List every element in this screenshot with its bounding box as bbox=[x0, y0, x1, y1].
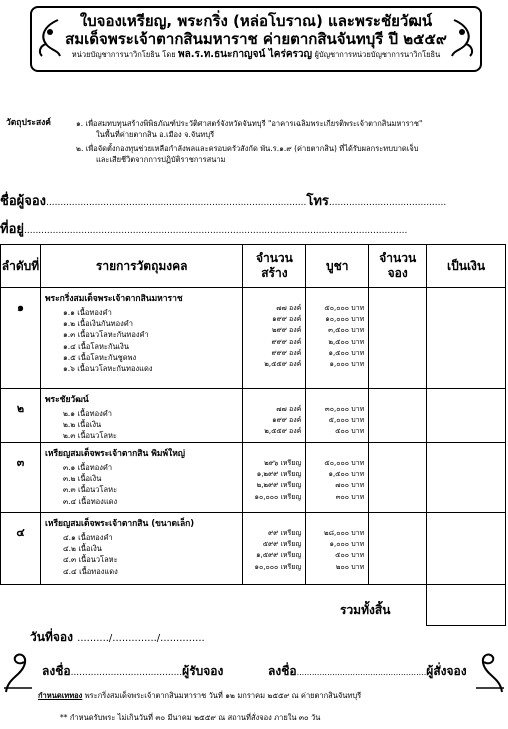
qty-value: ๑,๕๙๙ เหรียญ bbox=[256, 551, 302, 560]
title-line-1: ใบจองเหรียญ, พระกริ่ง (หล่อโบราณ) และพระชัยวัฒน์ bbox=[79, 12, 433, 30]
list-item: ๒.๒ เนื้อเงิน bbox=[62, 420, 102, 430]
money-cell[interactable] bbox=[427, 288, 506, 389]
list-item: ๑.๕ เนื้อโลหะกันชูดพง bbox=[62, 352, 137, 362]
qty-value: ๒,๕๕๙ องค์ bbox=[264, 360, 302, 369]
list-item: ๑.๑ เนื้อทองคำ bbox=[62, 308, 112, 317]
list-item: ๒.๓ เนื้อนวโลหะ bbox=[62, 431, 117, 441]
address-line bbox=[0, 218, 407, 239]
group-number: ๑ bbox=[1, 288, 41, 389]
qty-value: ๒๙๖ เหรียญ bbox=[264, 459, 302, 467]
list-item: ๔.๔ เนื้อทองแดง bbox=[62, 566, 118, 576]
qty-value: ๑๐,๐๐๐ เหรียญ bbox=[254, 492, 302, 501]
list-item: ๓.๒ เนื้อเงิน bbox=[62, 474, 102, 484]
price-value: ๕๐,๐๐๐ บาท bbox=[324, 304, 365, 312]
header-box bbox=[30, 6, 482, 72]
price-value: ๕๐๐ บาท bbox=[335, 427, 365, 436]
name-label: ชื่อผู้จอง bbox=[0, 194, 47, 209]
price-value: ๒๘,๐๐๐ บาท bbox=[323, 529, 365, 537]
receiver-label: ผู้รับจอง bbox=[182, 664, 224, 678]
group-items bbox=[40, 288, 243, 389]
address-label: ที่อยู่ bbox=[0, 222, 24, 237]
table-row bbox=[1, 443, 506, 513]
qty-value: ๗๗ องค์ bbox=[276, 405, 302, 413]
qty-value: ๒๙๙ องค์ bbox=[271, 326, 302, 335]
qty-value: ๙๙๙ องค์ bbox=[271, 337, 302, 346]
qty-value: ๗๗ องค์ bbox=[276, 304, 302, 312]
qty-value: ๕๙๙ เหรียญ bbox=[262, 540, 302, 549]
qty-value: ๑,๒๙๙ เหรียญ bbox=[256, 470, 302, 479]
title-line-2: สมเด็จพระเจ้าตากสินมหาราช ค่ายตากสินจันทบุรี ปี ๒๕๕๙ bbox=[65, 30, 447, 48]
address-field[interactable]: ...................................................................................................................................... bbox=[24, 226, 408, 236]
qty-value: ๙๙๙ องค์ bbox=[271, 348, 302, 357]
group-price bbox=[306, 288, 369, 389]
thai-ornament-icon bbox=[448, 18, 476, 58]
group-price bbox=[306, 443, 369, 513]
qty-value: ๑๙๙ องค์ bbox=[272, 416, 302, 425]
thai-ornament-icon bbox=[2, 648, 36, 694]
order-table bbox=[0, 244, 506, 626]
list-item: ๑.๓ เนื้อนวโลหะกันทองคำ bbox=[62, 330, 149, 340]
purpose-label: วัตถุประสงค์ bbox=[6, 118, 51, 128]
casting-note-text: พระกริ่งสมเด็จพระเจ้าตากสินมหาราช วันที่ ๑๒ มกราคม ๒๕๕๙ ณ ค่ายตากสินจันทบุรี bbox=[84, 691, 362, 700]
price-value: ๓๐,๐๐๐ บาท bbox=[324, 405, 365, 413]
price-value: ๑๐,๐๐๐ บาท bbox=[325, 315, 365, 324]
list-item: ๓.๔ เนื้อทองแดง bbox=[62, 496, 118, 506]
qty-value: ๑๐,๐๐๐ เหรียญ bbox=[254, 562, 302, 571]
phone-label: โทร bbox=[306, 194, 329, 209]
group-qty bbox=[243, 288, 306, 389]
thai-ornament-icon bbox=[472, 648, 506, 694]
casting-note-label: กำหนดเททอง bbox=[38, 691, 83, 700]
price-value: ๑,๕๐๐ บาท bbox=[328, 470, 365, 479]
group-qty bbox=[243, 389, 306, 443]
date-field[interactable]: ........../............../.............. bbox=[77, 633, 205, 644]
list-item: ๒.๑ เนื้อทองคำ bbox=[62, 409, 112, 418]
group-price bbox=[306, 389, 369, 443]
name-field[interactable]: ........................................................................................... bbox=[46, 198, 307, 208]
table-row bbox=[1, 513, 506, 585]
group-items bbox=[40, 389, 243, 443]
col-no: ลำดับที่ bbox=[1, 245, 41, 288]
name-line bbox=[0, 190, 446, 211]
table-row bbox=[1, 288, 506, 389]
price-value: ๕๐๐ บาท bbox=[335, 551, 365, 560]
phone-field[interactable]: ......................................... bbox=[328, 198, 447, 208]
purpose-2: ๒. เพื่อจัดตั้งกองทุนช่วยเหลือกำลังพลและครอบครัวสังกัด พัน.ร.๑.๙ (ค่ายตากสิน) ที่ได้รับผลกระทบบาดเจ็บ bbox=[76, 144, 419, 153]
group-title: เหรียญสมเด็จพระเจ้าตากสิน (ขนาดเล็ก) bbox=[44, 519, 195, 529]
money-cell[interactable] bbox=[427, 389, 506, 443]
reserve-cell[interactable] bbox=[369, 389, 427, 443]
price-value: ๒๐๐ บาท bbox=[335, 562, 365, 571]
money-cell[interactable] bbox=[427, 443, 506, 513]
purpose-1-cont: ในพื้นที่ค่ายตากสิน อ.เมือง จ.จันทบุรี bbox=[96, 130, 215, 139]
orderer-label: ผู้สั่งจอง bbox=[426, 664, 467, 678]
group-number: ๒ bbox=[1, 389, 41, 443]
group-qty bbox=[243, 443, 306, 513]
subtitle-prefix: หน่วยบัญชาการนาวิกโยธิน โดย bbox=[71, 50, 176, 59]
table-row bbox=[1, 389, 506, 443]
purpose-2-cont: และเสียชีวิตจากการปฏิบัติราชการสนาม bbox=[96, 155, 226, 164]
group-items bbox=[40, 443, 243, 513]
group-title: พระกริ่งสมเด็จพระเจ้าตากสินมหาราช bbox=[44, 294, 183, 304]
date-label: วันที่จอง bbox=[30, 630, 73, 644]
list-item: ๑.๖ เนื้อนวโลหะกันทองแดง bbox=[62, 364, 153, 374]
table-header-row bbox=[1, 245, 506, 288]
reserve-cell[interactable] bbox=[369, 443, 427, 513]
purpose-1: ๑. เพื่อสมทบทุนสร้างพิพิธภัณฑ์ประวัติศาสตร์จังหวัดจันทบุรี "อาคารเฉลิมพระเกียรติพระเจ้าตากสินมหาราช" bbox=[76, 119, 423, 128]
group-title: พระชัยวัฒน์ bbox=[44, 395, 89, 405]
qty-value: ๑๙๙ องค์ bbox=[272, 315, 302, 324]
price-value: ๑,๐๐๐ บาท bbox=[329, 360, 365, 369]
col-item: รายการวัตถุมงคล bbox=[40, 245, 243, 288]
col-reserve: จำนวนจอง bbox=[369, 245, 427, 288]
orderer-sign-field[interactable]: ................................................... bbox=[296, 668, 427, 677]
qty-value: ๒,๒๙๙ เหรียญ bbox=[256, 481, 302, 490]
total-label: รวมทั้งสิ้น bbox=[340, 603, 391, 617]
orderer-signature bbox=[268, 662, 467, 681]
money-cell[interactable] bbox=[427, 513, 506, 585]
subtitle bbox=[32, 49, 480, 60]
reserve-cell[interactable] bbox=[369, 288, 427, 389]
list-item: ๓.๓ เนื้อนวโลหะ bbox=[62, 485, 118, 495]
col-made: จำนวนสร้าง bbox=[243, 245, 306, 288]
price-value: ๗๐๐ บาท bbox=[335, 481, 365, 490]
price-value: ๕,๐๐๐ บาท bbox=[328, 416, 365, 425]
price-value: ๑,๕๐๐ บาท bbox=[328, 348, 365, 357]
price-value: ๑,๐๐๐ บาท bbox=[329, 540, 365, 549]
subtitle-suffix: ผู้บัญชาการหน่วยบัญชาการนาวิกโยธิน bbox=[314, 50, 441, 59]
qty-value: ๒,๕๕๙ องค์ bbox=[264, 427, 302, 436]
price-value: ๓๐๐ บาท bbox=[335, 492, 365, 501]
sign-label-2: ลงชื่อ bbox=[268, 664, 297, 678]
list-item: ๑.๔ เนื้อโลหะกันเงิน bbox=[62, 341, 129, 351]
commander-name: พล.ร.ท.ธนะกาญจน์ ไคร่ครวญ bbox=[178, 49, 313, 60]
price-value: ๓,๕๐๐ บาท bbox=[328, 326, 365, 335]
qty-value: ๙๙ เหรียญ bbox=[268, 529, 302, 537]
reservation-date bbox=[30, 628, 205, 647]
group-items bbox=[40, 513, 243, 585]
receiver-sign-field[interactable]: ....................................... bbox=[70, 668, 183, 678]
thai-ornament-icon bbox=[36, 18, 64, 58]
group-qty bbox=[243, 513, 306, 585]
total-row bbox=[1, 585, 506, 626]
col-offer: บูชา bbox=[306, 245, 369, 288]
group-number: ๔ bbox=[1, 513, 41, 585]
list-item: ๔.๑ เนื้อทองคำ bbox=[62, 533, 113, 542]
group-title: เหรียญสมเด็จพระเจ้าตากสิน พิมพ์ใหญ่ bbox=[44, 449, 186, 459]
pickup-note: ** กำหนดรับพระ ไม่เกินวันที่ ๓๐ มีนาคม ๒๕๕๙ ณ สถานที่สั่งจอง ภายใน ๓๐ วัน bbox=[60, 713, 321, 722]
price-value: ๕๐,๐๐๐ บาท bbox=[324, 459, 365, 467]
list-item: ๑.๒ เนื้อเงินกันทองคำ bbox=[62, 319, 133, 329]
total-cell[interactable] bbox=[427, 585, 506, 626]
reserve-cell[interactable] bbox=[369, 513, 427, 585]
group-number: ๓ bbox=[1, 443, 41, 513]
group-price bbox=[306, 513, 369, 585]
price-value: ๒,๕๐๐ บาท bbox=[328, 337, 365, 346]
col-money: เป็นเงิน bbox=[427, 245, 506, 288]
sign-label: ลงชื่อ bbox=[42, 664, 71, 678]
receiver-signature bbox=[42, 662, 223, 681]
list-item: ๔.๒ เนื้อเงิน bbox=[62, 544, 102, 554]
casting-note bbox=[38, 690, 361, 702]
list-item: ๔.๓ เนื้อนวโลหะ bbox=[62, 555, 118, 565]
list-item: ๓.๑ เนื้อทองคำ bbox=[62, 463, 113, 472]
